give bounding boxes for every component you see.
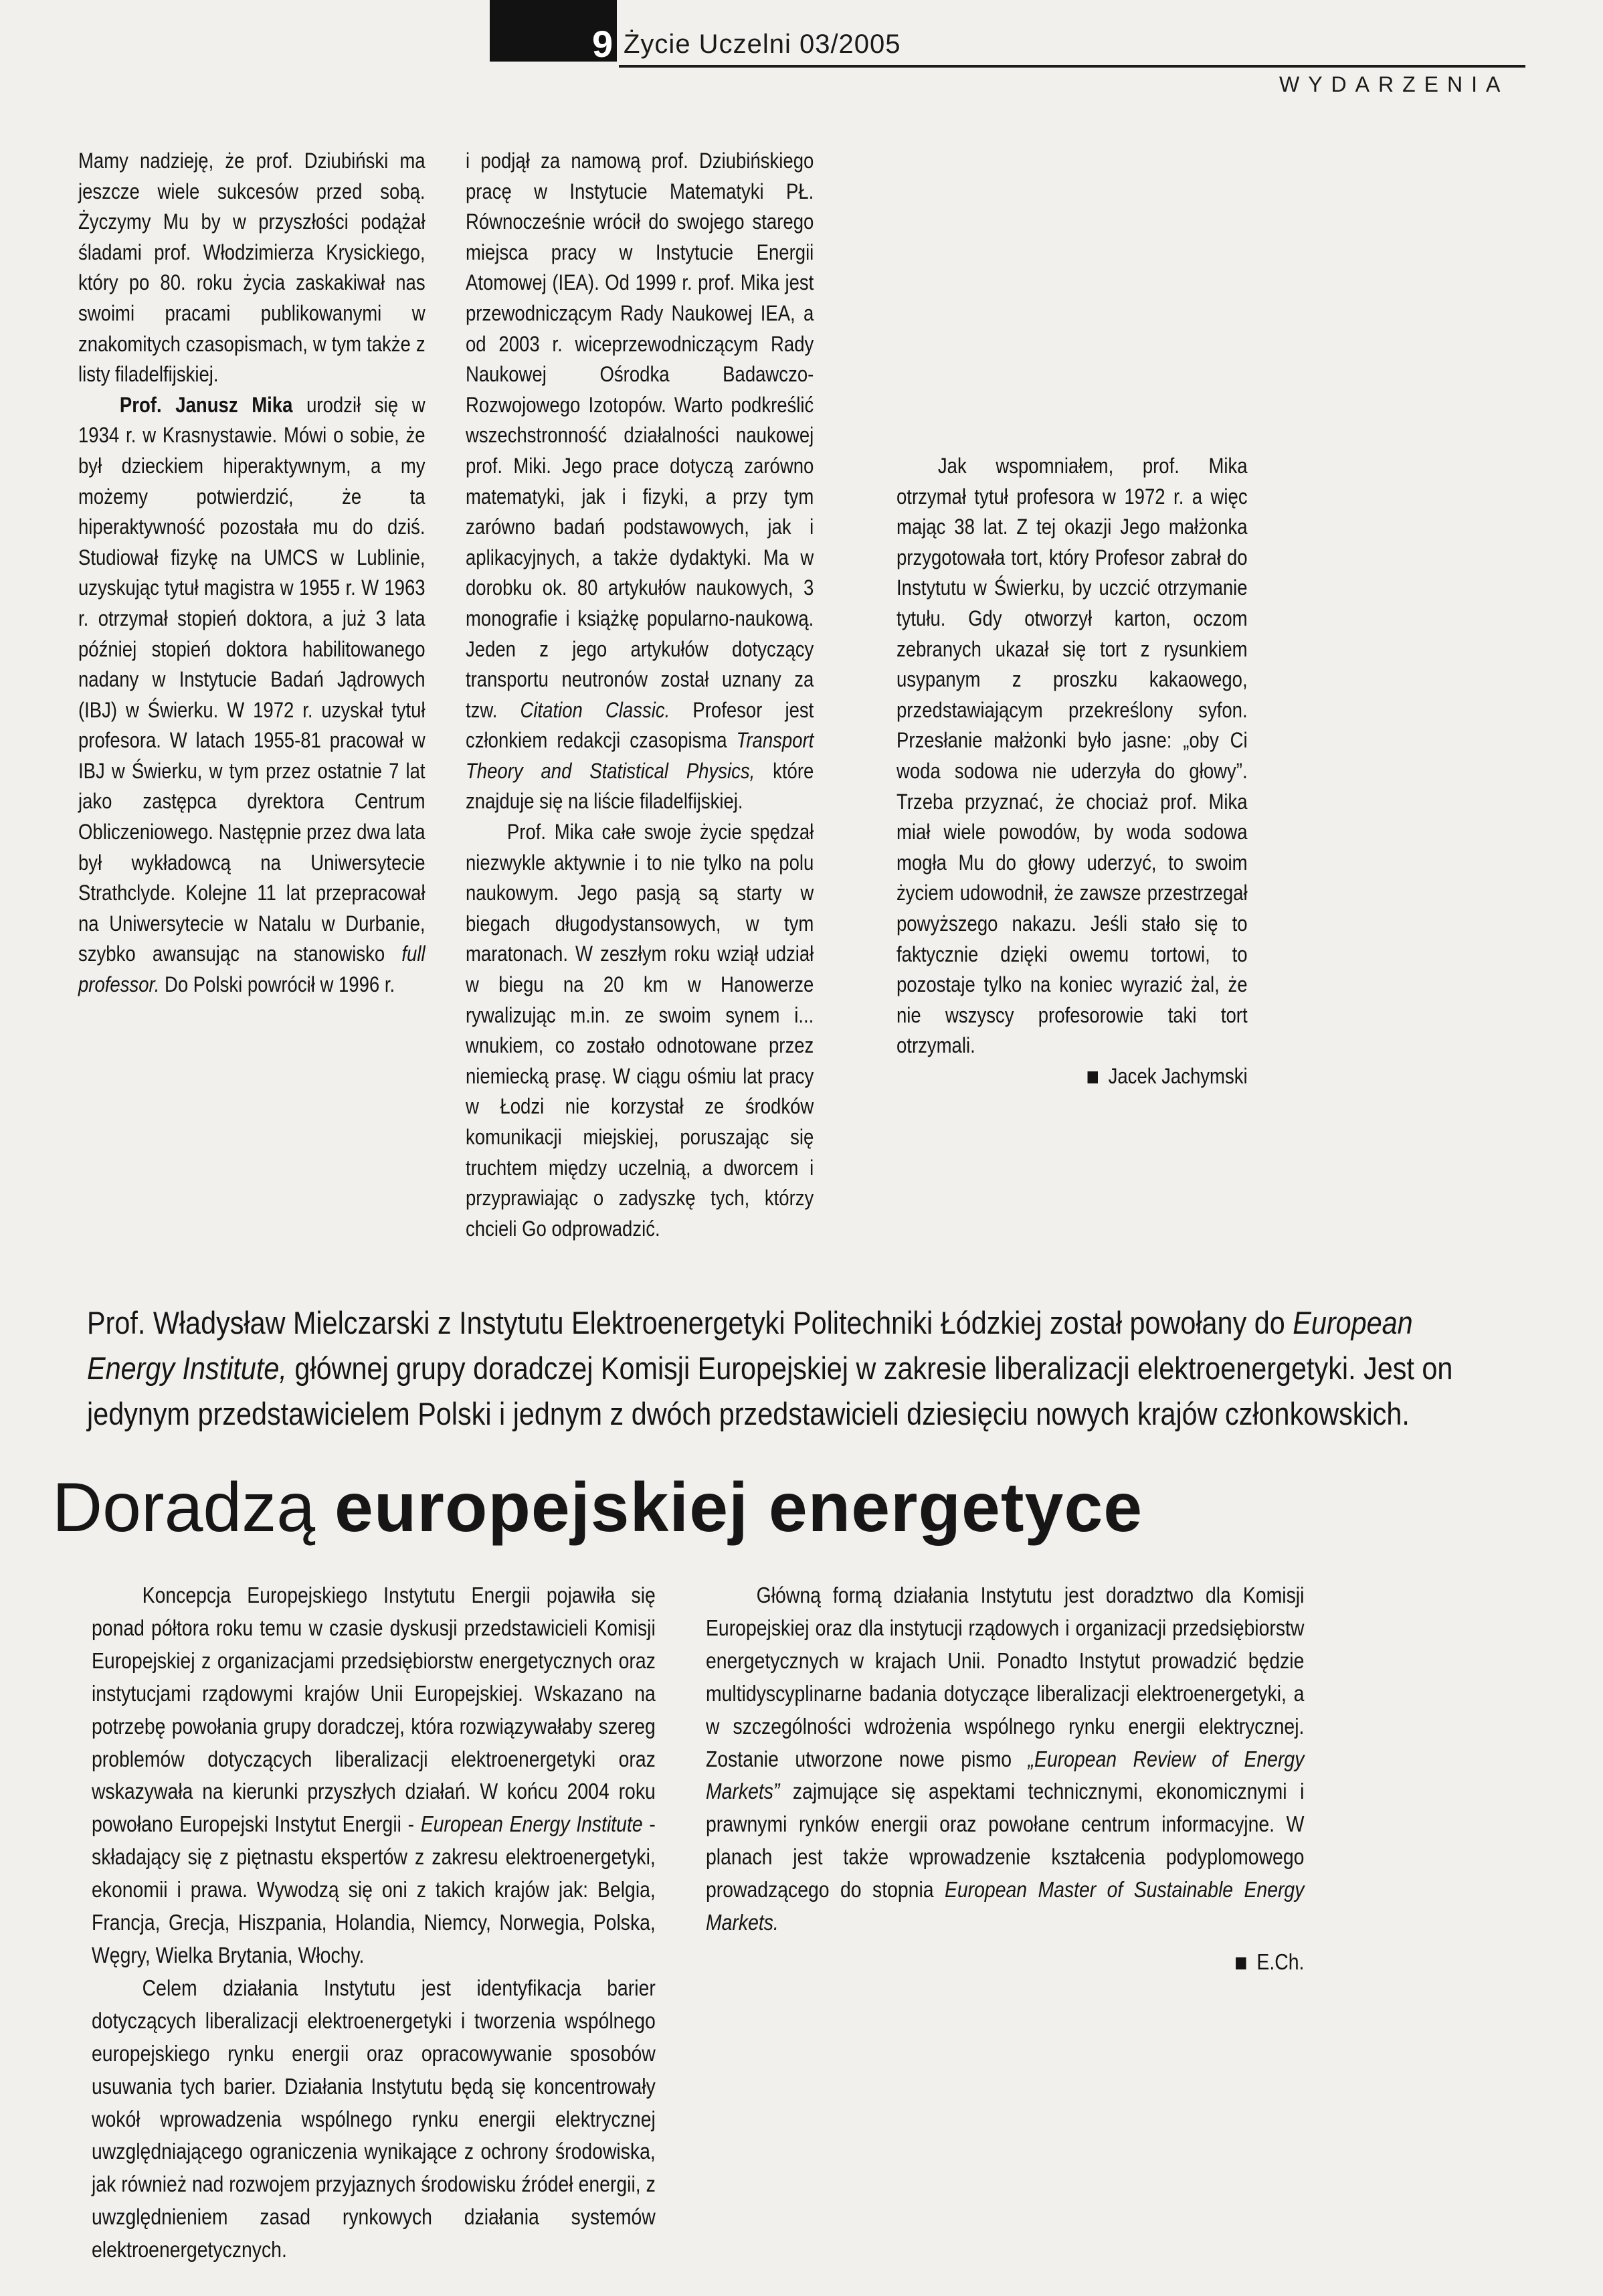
article1-paragraph: Mamy nadzieję, że prof. Dziubiński ma jeszcze wiele sukcesów przed sobą. Życzymy Mu by w przyszłości podążał śladami prof. Włodzimierza Krysickiego, który po 80. roku życia zaskakiwał nas swoimi pracami publikowanymi w znakomitych czasopismach, w tym także z listy filadelfijskiej. [78,149,426,387]
italic-run: European Energy Institute, [87,1305,1413,1386]
bullet-icon [1236,1957,1246,1969]
text-run: Prof. Władysław Mielczarski z Instytutu Elektroenergetyki Politechniki Łódzkiej został powołany do [87,1305,1293,1340]
article2-paragraph: Celem działania Instytutu jest identyfikacja barier dotyczących liberalizacji elektroenergetyki i tworzenia wspólnego europejskiego rynku energii oraz opracowywanie sposobów usuwania tych barier. Działania Instytutu będą się koncentrowały wokół wprowadzenia wspólnego rynku energii elektrycznej uwzględniającego ograniczenia wynikające z ochrony środowiska, jak również nad rozwojem przyjaznych środowisku źródeł energii, z uwzględnieniem zasad rynkowych działania systemów elektroenergetycznych. [92,1975,656,2263]
headline-bold: europejskiej energetyce [335,1469,1143,1547]
article1-paragraph [466,146,814,817]
article1-paragraph: Jak wspomniałem, prof. Mika otrzymał tytuł profesora w 1972 r. a więc mając 38 lat. Z tej okazji Jego małżonka przygotowała tort, który Profesor zabrał do Instytutu w Świerku, by uczcić otrzymanie tytułu. Gdy otworzył karton, oczom zebranych ukazał się tort z rysunkiem usypanym z proszku kakaowego, przedstawiającym przekreślony syfon. Przesłanie małżonki było jasne: „oby Ci woda sodowa nie uderzyła do głowy”. Trzeba przyznać, że chociaż prof. Mika miał wiele powodów, by woda sodowa mogła Mu do głowy uderzyć, to swoim życiem udowodnił, że zawsze przestrzegał powyższego nakazu. Jeśli stało się to faktycznie dzięki owemu tortowi, to pozostaje tylko na koniec wyrazić żal, że nie wszyscy profesorowie taki tort otrzymali. [897,454,1248,1058]
article2-column-2 [706,1579,1304,1979]
lead-paragraph [87,1300,1485,1437]
person-name: Prof. Janusz Mika [119,392,293,417]
article2-paragraph [706,1579,1304,1939]
article1-column-2 [466,146,814,1427]
article2-signature [706,1946,1304,1979]
article1-signature [897,1061,1248,1092]
text-run: które znajduje się na liście filadelfijskiej. [466,758,814,814]
author-name: E.Ch. [1256,1949,1305,1974]
text-run: i podjął za namową prof. Dziubińskiego pracę w Instytucie Matematyki PŁ. Równocześnie wrócił do swojego starego miejsca pracy w Instytucie Energii Atomowej (IEA). Od 1999 r. prof. Mika jest przewodniczącym Rady Naukowej IEA, a od 2003 r. wiceprzewodniczącym Rady Naukowej Ośrodka Badawczo-Rozwojowego Izotopów. Warto podkreślić wszechstronność działalności naukowej prof. Miki. Jego prace dotyczą zarówno matematyki, jak i fizyki, a przy tym zarówno badań podstawowych, jak i aplikacyjnych, a także dydaktyki. Ma w dorobku ok. 80 artykułów naukowych, 3 monografie i książkę popularno-naukową. Jeden z jego artykułów dotyczący transportu neutronów został uznany za tzw. [466,149,814,722]
italic-run: Citation Classic. [520,697,670,722]
journal-title: Życie Uczelni 03/2005 [624,29,901,59]
article1-column-3 [897,146,1248,1091]
italic-run: full professor. [78,942,426,997]
text-run: Koncepcja Europejskiego Instytutu Energii pojawiła się ponad półtora roku temu w czasie dyskusji przedstawicieli Komisji Europejskiej z organizacjami przedsiębiorstw energetycznych oraz instytucjami rządowymi krajów Unii Europejskiej. Wskazano na potrzebę powołania grupy doradczej, która rozwiązywałaby szereg problemów dotyczących liberalizacji elektroenergetyki oraz wskazywała na kierunki przyszłych działań. W końcu 2004 roku powołano Europejski Instytut Energii - [92,1583,656,1837]
italic-run: Transport Theory and Statistical Physics, [466,728,814,783]
article1-paragraph [78,390,426,1000]
text-run: zajmujące się aspektami technicznymi, ekonomicznymi i prawnymi rynków energii oraz powołane centrum informacyjne. W planach jest także wprowadzenie kształcenia podyplomowego prowadzącego do stopnia [706,1779,1305,1903]
italic-run: European Master of Sustainable Energy Markets. [706,1877,1305,1935]
section-label: WYDARZENIA [1279,72,1509,96]
page-number: 9 [592,23,614,65]
bullet-icon [1088,1071,1098,1083]
text-run: Do Polski powrócił w 1996 r. [159,972,395,997]
header-rule [619,65,1525,68]
text-run: urodził się w 1934 r. w Krasnystawie. Mówi o sobie, że był dzieckiem hiperaktywnym, a my możemy potwierdzić, że ta hiperaktywność pozostała mu do dziś. Studiował fizykę na UMCS w Lublinie, uzyskując tytuł magistra w 1955 r. W 1963 r. otrzymał stopień doktora, a już 3 lata później stopień doktora habilitowanego nadany w Instytucie Badań Jądrowych (IBJ) w Świerku. W 1972 r. uzyskał tytuł profesora. W latach 1955-81 pracował w IBJ w Świerku, w tym przez ostatnie 7 lat jako zastępca dyrektora Centrum Obliczeniowego. Następnie przez dwa lata był wykładowcą na Uniwersytecie Strathclyde. Kolejne 11 lat przepracował na Uniwersytecie w Natalu w Durbanie, szybko awansując na stanowisko [78,392,426,966]
article2-paragraph [92,1579,656,1972]
text-run: - składający się z piętnastu ekspertów z zakresu elektroenergetyki, ekonomii i prawa. Wywodzą się oni z takich krajów jak: Belgia, Francja, Grecja, Hiszpania, Holandia, Niemcy, Norwegia, Polska, Węgry, Wielka Brytania, Włochy. [92,1812,656,1967]
italic-run: „European Review of Energy Markets” [706,1746,1305,1804]
text-run: głównej grupy doradczej Komisji Europejskiej w zakresie liberalizacji elektroenergetyki. Jest on jedynym przedstawicielem Polski i jednym z dwóch przedstawicieli dziesięciu nowych krajów członkowskich. [87,1350,1453,1431]
headline [52,1471,1143,1565]
article2-column-1 [92,1579,656,2267]
text-run: Główną formą działania Instytutu jest doradztwo dla Komisji Europejskiej oraz dla instytucji rządowych i organizacji przedsiębiorstw energetycznych w krajach Unii. Ponadto Instytut prowadzić będzie multidyscyplinarne badania dotyczące liberalizacji elektroenergetyki, a w szczególności wdrożenia wspólnego rynku energii elektrycznej. Zostanie utworzone nowe pismo [706,1583,1305,1771]
article1-paragraph: Prof. Mika całe swoje życie spędzał niezwykle aktywnie i to nie tylko na polu naukowym. Jego pasją są starty w biegach długodystansowych, w tym maratonach. W zeszłym roku wziął udział w biegu na 20 km w Hanowerze rywalizując m.in. ze swoim synem i... wnukiem, co zostało odnotowane przez niemiecką prasę. W ciągu ośmiu lat pracy w Łodzi nie korzystał ze środków komunikacji miejskiej, poruszając się truchtem między uczelnią, a dworcem i przyprawiając o zadyszkę tych, którzy chcieli Go odprowadzić. [466,820,814,1241]
text-run: Profesor jest członkiem redakcji czasopisma [466,697,814,753]
author-name: Jacek Jachymski [1108,1063,1248,1088]
article1-paragraph [897,146,1248,451]
headline-light: Doradzą [52,1469,335,1547]
lead-text [87,1300,1485,1437]
italic-run: European Energy Institute [420,1812,643,1837]
article1-column-1 [78,146,426,1000]
